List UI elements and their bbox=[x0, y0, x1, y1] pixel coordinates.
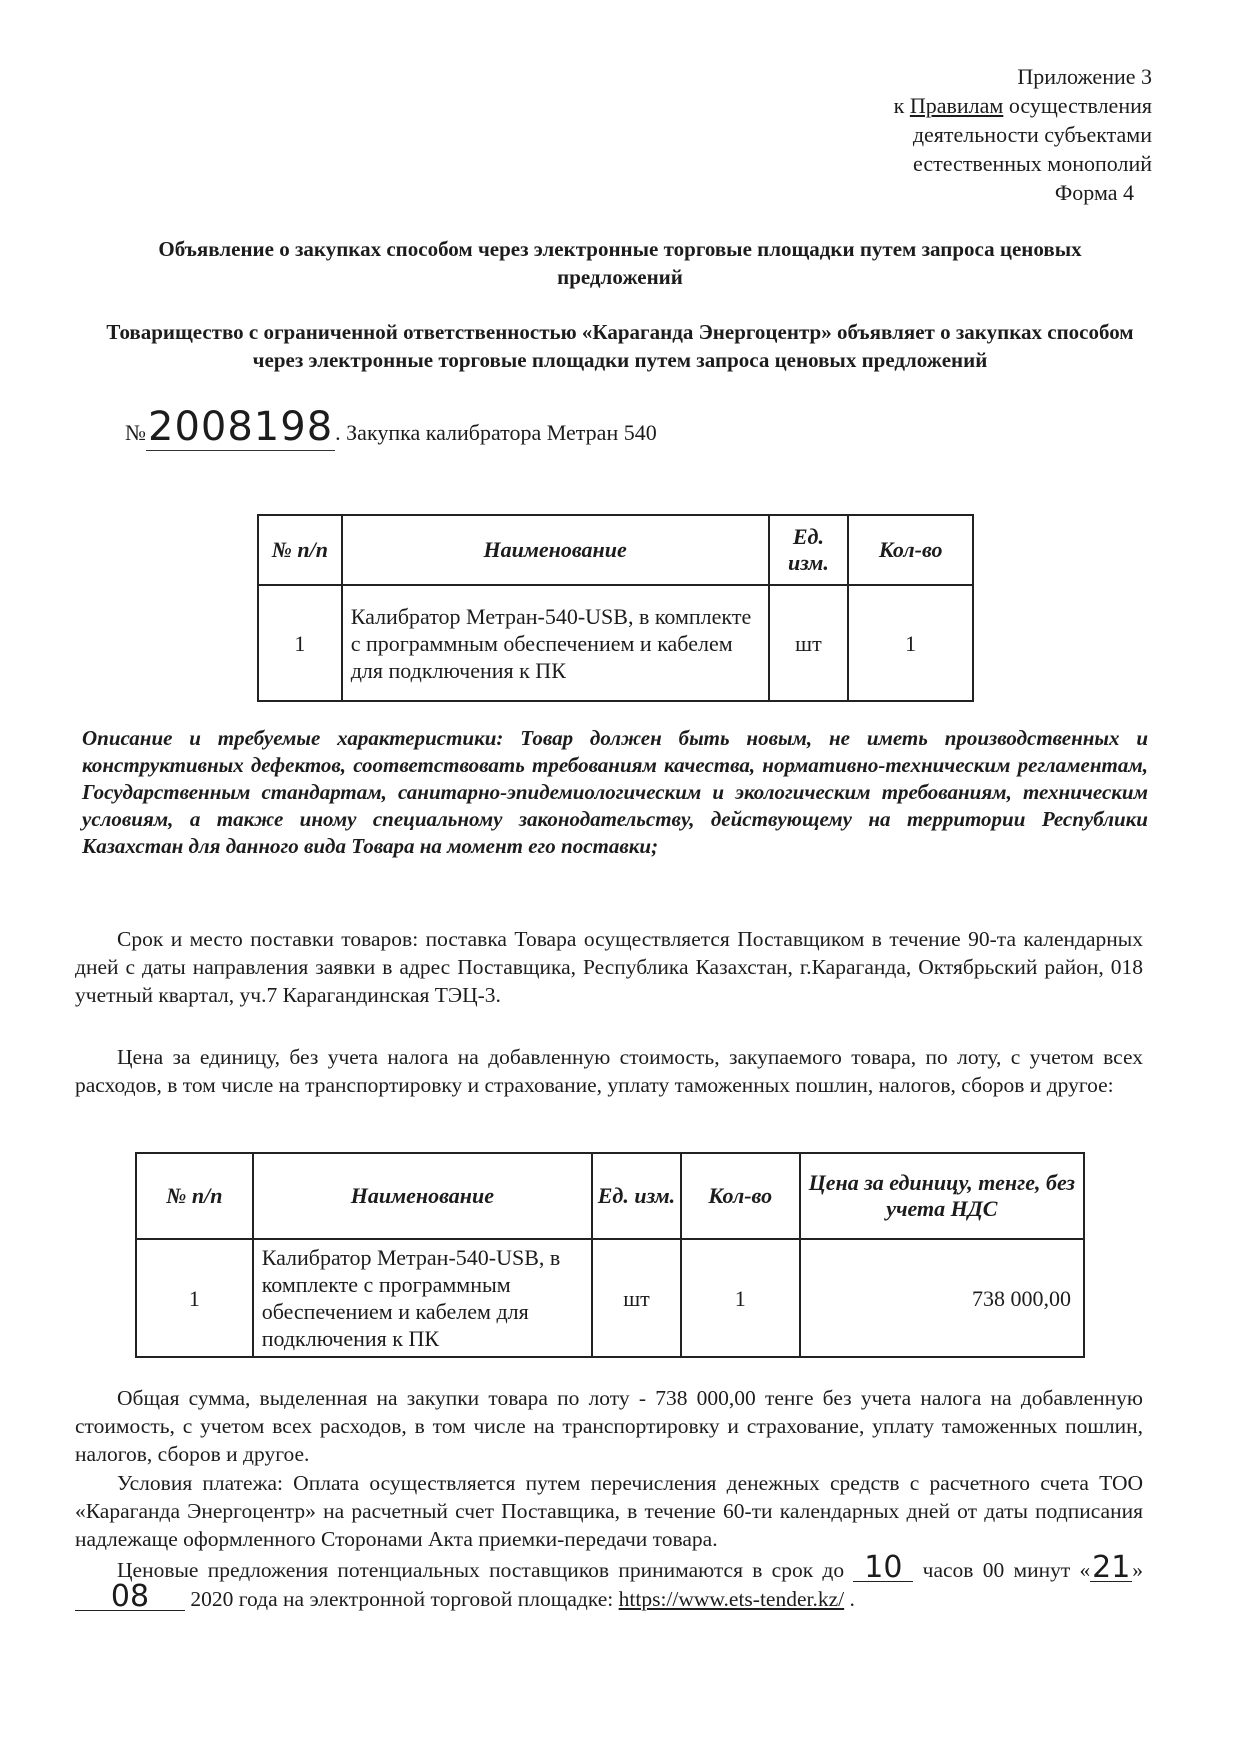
col-header-num: № п/п bbox=[258, 515, 342, 585]
payment-terms: Условия платежа: Оплата осуществляется путем перечисления денежных средств с расчетного счета ТОО «Караганда Энергоцентр» на расчетный счет Поставщика, в течение 60-ти календарных дней от даты подписания надлежаще оформленного Сторонами Акта приемки-передачи товара. bbox=[75, 1471, 1143, 1551]
col-header-unit: Ед. изм. bbox=[592, 1153, 681, 1239]
col-header-qty: Кол-во bbox=[681, 1153, 800, 1239]
lot-title: . Закупка калибратора Метран 540 bbox=[335, 420, 657, 445]
table-row bbox=[136, 1239, 1084, 1357]
handwritten-hour: 10 bbox=[853, 1555, 913, 1582]
cell-unit: шт bbox=[769, 585, 849, 701]
form-number: Форма 4 bbox=[1054, 180, 1134, 205]
handwritten-month: 08 bbox=[75, 1584, 185, 1611]
total-amount: Общая сумма, выделенная на закупки товара по лоту - 738 000,00 тенге без учета налога на добавленную стоимость, с учетом всех расходов, в том числе на транспортировку и страхование, уплату таможенных пошлин, налогов, сборов и другое. bbox=[75, 1386, 1143, 1466]
table-header-row bbox=[258, 515, 973, 585]
table-header-row bbox=[136, 1153, 1084, 1239]
delivery-terms: Срок и место поставки товаров: поставка Товара осуществляется Поставщиком в течение 90-та календарных дней с даты направления заявки в адрес Поставщика, Республика Казахстан, г.Караганда, Октябрьский район, 018 учетный квартал, уч.7 Карагандинская ТЭЦ-3. bbox=[75, 927, 1143, 1007]
col-header-name: Наименование bbox=[253, 1153, 592, 1239]
cell-name: Калибратор Метран-540-USB, в комплекте с программным обеспечением и кабелем для подключения к ПК bbox=[253, 1239, 592, 1357]
annex-line-4: естественных монополий bbox=[913, 151, 1152, 176]
requirements-description: Описание и требуемые характеристики: Товар должен быть новым, не иметь производственных и конструктивных дефектов, соответствовать требованиям качества, нормативно-техническим регламентам, Государственным стандартам, санитарно-эпидемиологическим и экологическим требованиям, техническим условиям, а также иному специальному законодательству, действующему на территории Республики Казахстан для данного вида Товара на момент его поставки; bbox=[82, 726, 1148, 858]
organization-statement: Товарищество с ограниченной ответственностью «Караганда Энергоцентр» объявляет о закупках способом через электронные торговые площадки путем запроса ценовых предложений bbox=[106, 320, 1134, 372]
annex-header bbox=[894, 62, 1152, 207]
table-row bbox=[258, 585, 973, 701]
col-header-name: Наименование bbox=[342, 515, 769, 585]
price-intro: Цена за единицу, без учета налога на добавленную стоимость, закупаемого товара, по лоту, с учетом всех расходов, в том числе на транспортировку и страхование, уплату таможенных пошлин, налогов, сборов и другое: bbox=[75, 1045, 1143, 1097]
col-header-unit: Ед. изм. bbox=[769, 515, 849, 585]
col-header-num: № п/п bbox=[136, 1153, 253, 1239]
cell-num: 1 bbox=[136, 1239, 253, 1357]
lot-line bbox=[125, 404, 657, 450]
cell-unit: шт bbox=[592, 1239, 681, 1357]
rules-link[interactable]: Правилам bbox=[909, 93, 1004, 118]
annex-number: Приложение 3 bbox=[1017, 64, 1152, 89]
annex-rules-line: к Правилам осуществления bbox=[893, 93, 1152, 118]
annex-line-3: деятельности субъектами bbox=[912, 122, 1152, 147]
cell-name: Калибратор Метран-540-USB, в комплекте с программным обеспечением и кабелем для подключения к ПК bbox=[342, 585, 769, 701]
items-table bbox=[257, 514, 974, 702]
handwritten-day: 21 bbox=[1092, 1550, 1131, 1585]
cell-num: 1 bbox=[258, 585, 342, 701]
cell-qty: 1 bbox=[681, 1239, 800, 1357]
price-table bbox=[135, 1152, 1085, 1358]
ets-tender-link[interactable]: https://www.ets-tender.kz/ bbox=[618, 1587, 845, 1611]
cell-qty: 1 bbox=[848, 585, 973, 701]
document-title: Объявление о закупках способом через электронные торговые площадки путем запроса ценовых предложений bbox=[158, 237, 1082, 289]
col-header-qty: Кол-во bbox=[848, 515, 973, 585]
offers-deadline: Ценовые предложения потенциальных поставщиков принимаются в срок до 10 часов 00 минут «21» 08 2020 года на электронной торговой площадке: https://www.ets-tender.kz/ . bbox=[75, 1555, 1143, 1613]
cell-price: 738 000,00 bbox=[800, 1239, 1084, 1357]
lot-number-handwritten: 2008198 bbox=[148, 404, 334, 450]
lot-number-prefix: № bbox=[125, 420, 146, 445]
col-header-price: Цена за единицу, тенге, без учета НДС bbox=[800, 1153, 1084, 1239]
